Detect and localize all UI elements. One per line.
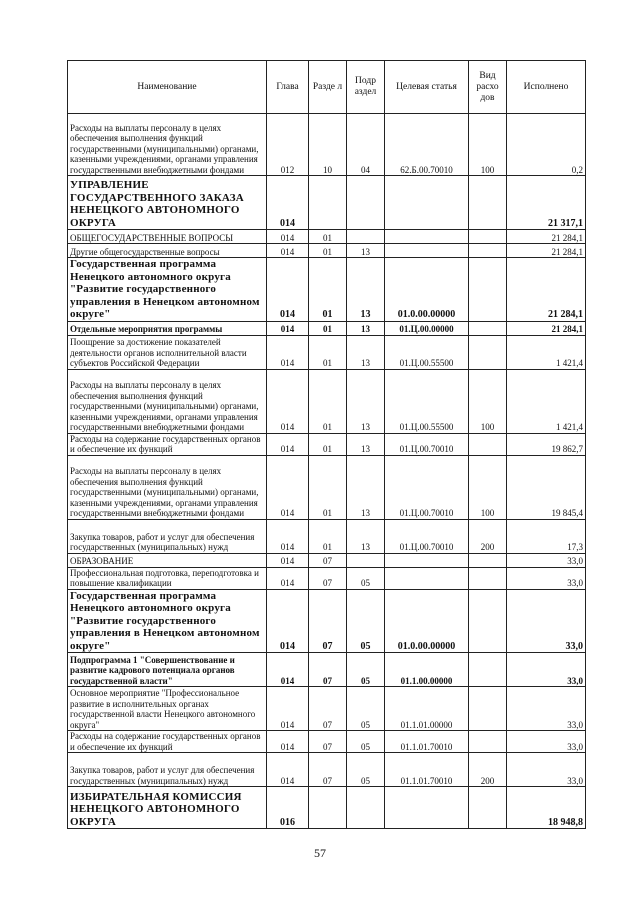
table-row <box>68 176 586 230</box>
cell-name: ОБРАЗОВАНИЕ <box>68 553 267 567</box>
budget-table <box>67 60 586 829</box>
cell-subsection: 13 <box>347 369 385 433</box>
cell-chapter: 016 <box>267 787 309 829</box>
table-row <box>68 321 586 335</box>
cell-name: УПРАВЛЕНИЕ ГОСУДАРСТВЕННОГО ЗАКАЗА НЕНЕЦКОГО АВТОНОМНОГО ОКРУГА <box>68 176 267 230</box>
cell-executed: 33,0 <box>507 731 586 753</box>
cell-section: 07 <box>309 687 347 731</box>
table-row <box>68 244 586 258</box>
cell-chapter: 014 <box>267 244 309 258</box>
cell-target <box>385 787 469 829</box>
cell-expense-type <box>469 787 507 829</box>
cell-section <box>309 176 347 230</box>
cell-target <box>385 176 469 230</box>
cell-name: Поощрение за достижение показателей деятельности органов исполнительной власти субъектов Российской Федерации <box>68 335 267 369</box>
cell-target: 01.Ц.00.00000 <box>385 321 469 335</box>
cell-name: Другие общегосударственные вопросы <box>68 244 267 258</box>
cell-section: 01 <box>309 335 347 369</box>
cell-executed: 21 284,1 <box>507 230 586 244</box>
cell-section: 01 <box>309 230 347 244</box>
cell-section: 07 <box>309 567 347 589</box>
cell-target: 01.1.01.70010 <box>385 731 469 753</box>
cell-subsection: 05 <box>347 567 385 589</box>
cell-executed: 21 317,1 <box>507 176 586 230</box>
cell-section: 07 <box>309 653 347 687</box>
cell-expense-type <box>469 589 507 653</box>
cell-name: Государственная программа Ненецкого автономного округа "Развитие государственного управления в Ненецком автономном округе" <box>68 258 267 322</box>
cell-target: 01.Ц.00.70010 <box>385 519 469 553</box>
cell-section <box>309 787 347 829</box>
cell-chapter: 014 <box>267 335 309 369</box>
cell-executed: 21 284,1 <box>507 258 586 322</box>
cell-subsection: 13 <box>347 433 385 455</box>
cell-name: Расходы на выплаты персоналу в целях обеспечения выполнения функций государственными (муниципальными) органами, казенными учреждениями, органами управления государственными внебюджетными фондами <box>68 114 267 176</box>
table-row <box>68 433 586 455</box>
cell-executed: 33,0 <box>507 687 586 731</box>
cell-executed: 21 284,1 <box>507 321 586 335</box>
cell-chapter: 014 <box>267 567 309 589</box>
cell-name: ОБЩЕГОСУДАРСТВЕННЫЕ ВОПРОСЫ <box>68 230 267 244</box>
cell-subsection: 05 <box>347 753 385 787</box>
cell-expense-type <box>469 731 507 753</box>
cell-section: 01 <box>309 519 347 553</box>
header-section: Разде л <box>309 61 347 114</box>
table-row <box>68 753 586 787</box>
cell-expense-type <box>469 244 507 258</box>
cell-executed: 33,0 <box>507 589 586 653</box>
header-name: Наименование <box>68 61 267 114</box>
cell-subsection: 05 <box>347 589 385 653</box>
cell-section: 01 <box>309 244 347 258</box>
cell-chapter: 014 <box>267 258 309 322</box>
cell-section: 01 <box>309 321 347 335</box>
cell-chapter: 014 <box>267 687 309 731</box>
cell-chapter: 014 <box>267 519 309 553</box>
cell-subsection: 05 <box>347 731 385 753</box>
table-row <box>68 787 586 829</box>
cell-chapter: 014 <box>267 230 309 244</box>
table-row <box>68 114 586 176</box>
table-row <box>68 519 586 553</box>
cell-expense-type <box>469 335 507 369</box>
cell-subsection: 13 <box>347 335 385 369</box>
cell-target: 01.1.01.70010 <box>385 753 469 787</box>
page-number: 57 <box>314 846 326 860</box>
table-header-row <box>68 61 586 114</box>
table-row <box>68 455 586 519</box>
cell-target <box>385 230 469 244</box>
header-subsection: Подр аздел <box>347 61 385 114</box>
cell-name: Закупка товаров, работ и услуг для обеспечения государственных (муниципальных) нужд <box>68 519 267 553</box>
cell-expense-type: 200 <box>469 519 507 553</box>
cell-target: 01.Ц.00.55500 <box>385 335 469 369</box>
cell-subsection: 13 <box>347 519 385 553</box>
header-target: Целевая статья <box>385 61 469 114</box>
table-row <box>68 258 586 322</box>
cell-chapter: 014 <box>267 176 309 230</box>
cell-subsection: 13 <box>347 321 385 335</box>
cell-chapter: 014 <box>267 553 309 567</box>
cell-subsection <box>347 230 385 244</box>
cell-chapter: 014 <box>267 369 309 433</box>
cell-subsection: 04 <box>347 114 385 176</box>
cell-name: Расходы на содержание государственных органов и обеспечение их функций <box>68 433 267 455</box>
table-row <box>68 567 586 589</box>
cell-expense-type <box>469 553 507 567</box>
cell-target: 62.Б.00.70010 <box>385 114 469 176</box>
cell-target: 01.0.00.00000 <box>385 589 469 653</box>
cell-expense-type: 100 <box>469 114 507 176</box>
cell-section: 01 <box>309 369 347 433</box>
cell-target: 01.1.00.00000 <box>385 653 469 687</box>
cell-expense-type <box>469 176 507 230</box>
cell-target: 01.Ц.00.55500 <box>385 369 469 433</box>
table-row <box>68 553 586 567</box>
cell-expense-type <box>469 433 507 455</box>
cell-section: 01 <box>309 433 347 455</box>
cell-chapter: 014 <box>267 753 309 787</box>
cell-expense-type <box>469 567 507 589</box>
cell-executed: 21 284,1 <box>507 244 586 258</box>
cell-subsection: 05 <box>347 653 385 687</box>
table-row <box>68 589 586 653</box>
cell-name: Отдельные мероприятия программы <box>68 321 267 335</box>
cell-executed: 19 845,4 <box>507 455 586 519</box>
cell-section: 07 <box>309 753 347 787</box>
cell-expense-type: 200 <box>469 753 507 787</box>
cell-target: 01.Ц.00.70010 <box>385 433 469 455</box>
cell-section: 07 <box>309 731 347 753</box>
cell-section: 07 <box>309 589 347 653</box>
cell-executed: 33,0 <box>507 653 586 687</box>
cell-subsection <box>347 553 385 567</box>
cell-name: Профессиональная подготовка, переподготовка и повышение квалификации <box>68 567 267 589</box>
header-expense-type: Вид расхо дов <box>469 61 507 114</box>
table-row <box>68 731 586 753</box>
cell-name: Основное мероприятие "Профессиональное развитие в исполнительных органах государственной власти Ненецкого автономного округа" <box>68 687 267 731</box>
cell-expense-type: 100 <box>469 369 507 433</box>
cell-chapter: 014 <box>267 653 309 687</box>
cell-target: 01.Ц.00.70010 <box>385 455 469 519</box>
cell-chapter: 014 <box>267 455 309 519</box>
cell-name: Расходы на содержание государственных органов и обеспечение их функций <box>68 731 267 753</box>
cell-executed: 33,0 <box>507 553 586 567</box>
cell-expense-type <box>469 258 507 322</box>
cell-section: 07 <box>309 553 347 567</box>
cell-target: 01.1.01.00000 <box>385 687 469 731</box>
cell-section: 01 <box>309 455 347 519</box>
cell-chapter: 014 <box>267 433 309 455</box>
cell-expense-type <box>469 687 507 731</box>
cell-expense-type <box>469 230 507 244</box>
cell-executed: 33,0 <box>507 753 586 787</box>
cell-subsection: 13 <box>347 455 385 519</box>
cell-section: 10 <box>309 114 347 176</box>
cell-expense-type <box>469 653 507 687</box>
cell-name: Расходы на выплаты персоналу в целях обеспечения выполнения функций государственными (муниципальными) органами, казенными учреждениями, органами управления государственными внебюджетными фондами <box>68 369 267 433</box>
cell-target <box>385 244 469 258</box>
cell-target: 01.0.00.00000 <box>385 258 469 322</box>
cell-name: Расходы на выплаты персоналу в целях обеспечения выполнения функций государственными (муниципальными) органами, казенными учреждениями, органами управления государственными внебюджетными фондами <box>68 455 267 519</box>
cell-executed: 18 948,8 <box>507 787 586 829</box>
table-row <box>68 687 586 731</box>
cell-executed: 33,0 <box>507 567 586 589</box>
cell-executed: 1 421,4 <box>507 335 586 369</box>
table-row <box>68 230 586 244</box>
cell-subsection: 13 <box>347 244 385 258</box>
header-executed: Исполнено <box>507 61 586 114</box>
table-row <box>68 369 586 433</box>
cell-chapter: 014 <box>267 731 309 753</box>
cell-name: Государственная программа Ненецкого автономного округа "Развитие государственного управления в Ненецком автономном округе" <box>68 589 267 653</box>
cell-target <box>385 567 469 589</box>
cell-subsection <box>347 787 385 829</box>
cell-target <box>385 553 469 567</box>
cell-name: ИЗБИРАТЕЛЬНАЯ КОМИССИЯ НЕНЕЦКОГО АВТОНОМНОГО ОКРУГА <box>68 787 267 829</box>
cell-subsection: 13 <box>347 258 385 322</box>
cell-subsection: 05 <box>347 687 385 731</box>
cell-executed: 17,3 <box>507 519 586 553</box>
cell-executed: 1 421,4 <box>507 369 586 433</box>
header-chapter: Глава <box>267 61 309 114</box>
table-row <box>68 653 586 687</box>
cell-expense-type: 100 <box>469 455 507 519</box>
cell-section: 01 <box>309 258 347 322</box>
cell-chapter: 014 <box>267 589 309 653</box>
cell-executed: 0,2 <box>507 114 586 176</box>
cell-expense-type <box>469 321 507 335</box>
cell-name: Подпрограмма 1 "Совершенствование и развитие кадрового потенциала органов государственной власти" <box>68 653 267 687</box>
table-row <box>68 335 586 369</box>
cell-subsection <box>347 176 385 230</box>
cell-chapter: 012 <box>267 114 309 176</box>
cell-executed: 19 862,7 <box>507 433 586 455</box>
cell-chapter: 014 <box>267 321 309 335</box>
cell-name: Закупка товаров, работ и услуг для обеспечения государственных (муниципальных) нужд <box>68 753 267 787</box>
